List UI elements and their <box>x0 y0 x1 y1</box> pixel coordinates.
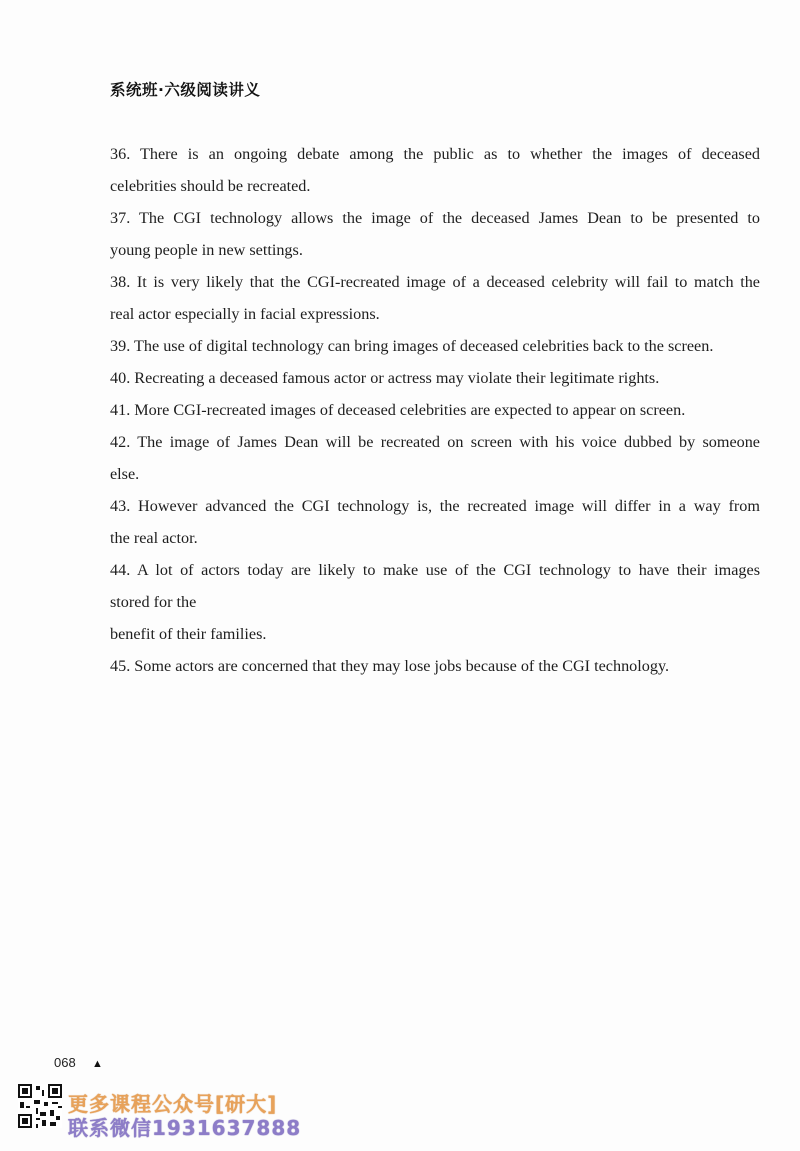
statement-36-line-2: celebrities should be recreated. <box>110 177 311 195</box>
watermark-line-2: 联系微信1931637888 <box>68 1116 302 1140</box>
statement-43-line-2: the real actor. <box>110 529 198 547</box>
statement-38-line-1: 38. It is very likely that the CGI-recreated image of a deceased celebrity will fail to match the <box>110 273 760 291</box>
statement-41: 41. More CGI-recreated images of deceased celebrities are expected to appear on screen. <box>110 401 686 419</box>
statement-42-line-1: 42. The image of James Dean will be recreated on screen with his voice dubbed by someone <box>110 433 760 451</box>
statement-37-line-1: 37. The CGI technology allows the image of the deceased James Dean to be presented to <box>110 209 760 227</box>
qr-code-icon <box>18 1084 62 1128</box>
statement-44-line-1: 44. A lot of actors today are likely to make use of the CGI technology to have their images <box>110 561 760 579</box>
statement-44-line-2: stored for the <box>110 593 197 611</box>
statement-44-line-3: benefit of their families. <box>110 625 267 643</box>
watermark-line-1: 更多课程公众号[研大] <box>68 1092 278 1116</box>
statement-list <box>110 138 760 682</box>
statement-45: 45. Some actors are concerned that they may lose jobs because of the CGI technology. <box>110 657 670 675</box>
statement-36-line-1: 36. There is an ongoing debate among the public as to whether the images of deceased <box>110 145 760 163</box>
statement-40: 40. Recreating a deceased famous actor or actress may violate their legitimate rights. <box>110 369 660 387</box>
statement-38-line-2: real actor especially in facial expressions. <box>110 305 380 323</box>
statement-37-line-2: young people in new settings. <box>110 241 303 259</box>
watermark <box>68 1092 301 1140</box>
page-number: 068 <box>54 1055 76 1070</box>
statement-39: 39. The use of digital technology can bring images of deceased celebrities back to the screen. <box>110 337 714 355</box>
statement-42-line-2: else. <box>110 465 140 483</box>
page-header: 系统班·六级阅读讲义 <box>110 81 261 99</box>
statement-43-line-1: 43. However advanced the CGI technology is, the recreated image will differ in a way from <box>110 497 760 515</box>
up-triangle-icon: ▲ <box>92 1058 103 1070</box>
